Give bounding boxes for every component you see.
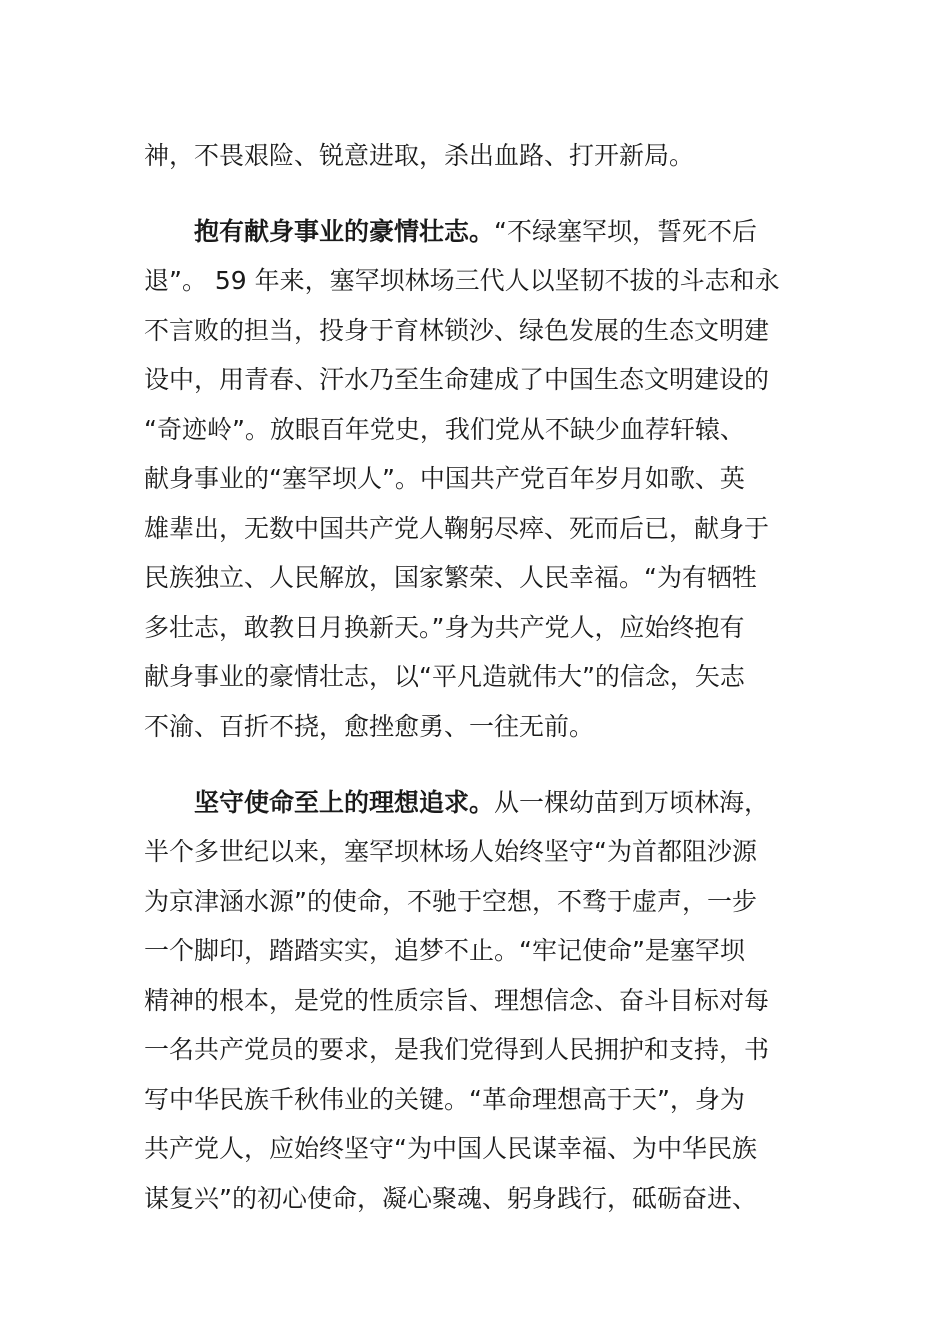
paragraph-line: “奇迹岭”。放眼百年党史，我们党从不缺少血荐轩辕、: [144, 415, 745, 444]
paragraph-line: 共产党人，应始终坚守“为中国人民谋幸福、为中华民族: [144, 1134, 757, 1163]
paragraph-line: 多壮志，敢教日月换新天。”身为共产党人，应始终抱有: [144, 613, 745, 642]
paragraph-heading: 坚守使命至上的理想追求。: [194, 788, 495, 817]
paragraph-line: 退”。 59 年来，塞罕坝林场三代人以坚韧不拔的斗志和永: [144, 266, 780, 295]
paragraph-line: 写中华民族千秋伟业的关键。“革命理想高于天”，身为: [144, 1085, 745, 1114]
paragraph-line: 不渝、百折不挠，愈挫愈勇、一往无前。: [144, 712, 595, 741]
paragraph-heading: 抱有献身事业的豪情壮志。: [194, 217, 495, 246]
paragraph-line: 一个脚印，踏踏实实，追梦不止。“牢记使命”是塞罕坝: [144, 936, 745, 965]
paragraph-line: 一名共产党员的要求，是我们党得到人民拥护和支持，书: [144, 1035, 770, 1064]
paragraph-text: 从一棵幼苗到万顷林海，: [494, 788, 770, 817]
paragraph-first-line: [194, 212, 809, 252]
paragraph-line: 献身事业的“塞罕坝人”。中国共产党百年岁月如歌、英: [144, 464, 745, 493]
paragraph-line: 神，不畏艰险、锐意进取，杀出血路、打开新局。: [144, 141, 695, 170]
paragraph-line: 半个多世纪以来，塞罕坝林场人始终坚守“为首都阻沙源: [144, 837, 757, 866]
paragraph-line: 设中，用青春、汗水乃至生命建成了中国生态文明建设的: [144, 365, 770, 394]
paragraph-text: “不绿塞罕坝，誓死不后: [494, 217, 757, 246]
paragraph-line: 不言败的担当，投身于育林锁沙、绿色发展的生态文明建: [144, 316, 770, 345]
paragraph-line: 雄辈出，无数中国共产党人鞠躬尽瘁、死而后已，献身于: [144, 514, 770, 543]
paragraph-line: 为京津涵水源”的使命，不驰于空想，不骛于虚声，一步: [144, 887, 757, 916]
paragraph-line: 精神的根本，是党的性质宗旨、理想信念、奋斗目标对每: [144, 986, 770, 1015]
paragraph-first-line: [194, 783, 809, 823]
paragraph-line: 民族独立、人民解放，国家繁荣、人民幸福。“为有牺牲: [144, 563, 757, 592]
paragraph-line: 谋复兴”的初心使命，凝心聚魂、躬身践行，砥砺奋进、: [144, 1184, 757, 1213]
paragraph-line: 献身事业的豪情壮志，以“平凡造就伟大”的信念，矢志: [144, 662, 745, 691]
